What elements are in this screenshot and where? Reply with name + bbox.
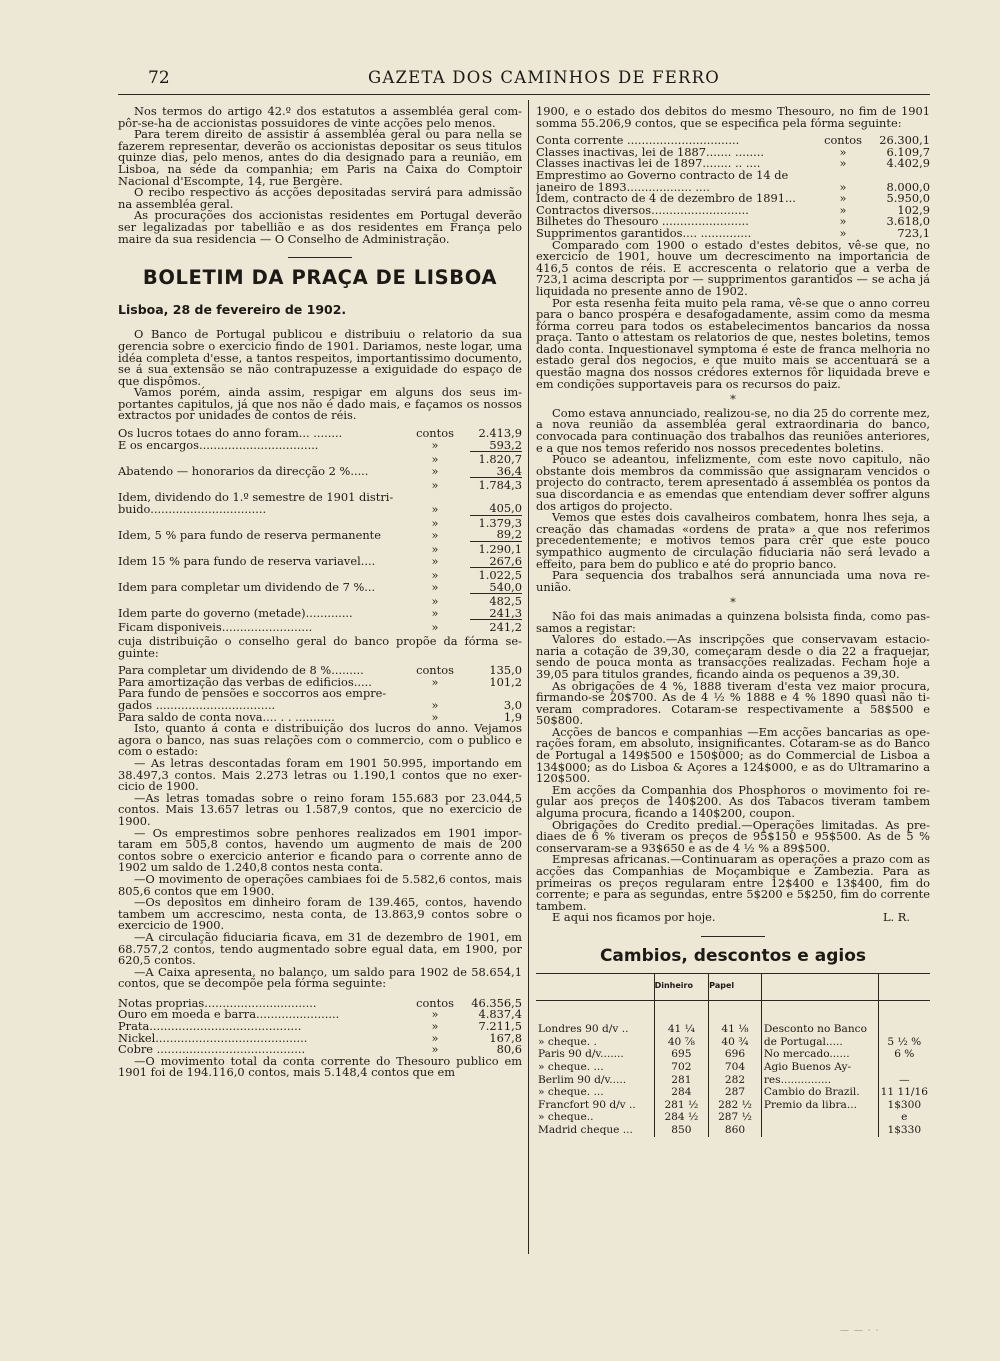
body-paragraph: 1900, e o estado dos debitos do mesmo Thesouro, no fim de 1901 somma 55.206,9 contos, que se especifica pela fórma seguinte: [536, 106, 930, 130]
cambios-cell: de Portugal..... [761, 1036, 878, 1049]
profit-table [118, 428, 522, 634]
cambios-row [536, 1111, 930, 1124]
page-header [0, 66, 1000, 96]
cambios-row [536, 1061, 930, 1074]
cambios-cell: 282 ½ [709, 1099, 762, 1112]
intro-paragraph: As procurações dos accionistas residentes em Portugal deverão ser legalizadas por tabellião e as dos residentes em França pelo maire da sua residencia — O Conselho de Administração. [118, 208, 522, 246]
cambios-row [536, 1023, 930, 1036]
cambios-row [536, 1074, 930, 1087]
row-value: 6.109,7 [886, 144, 930, 159]
row-unit: » [839, 179, 847, 194]
cambios-cell: 284 ½ [654, 1111, 709, 1124]
row-value: 241,2 [470, 620, 522, 634]
cambios-spacer-row [536, 1001, 930, 1024]
cambios-cell [878, 1023, 930, 1036]
row-unit: » [839, 191, 847, 206]
cambios-header-cell [536, 973, 654, 1001]
row-value: 1.820,7 [470, 452, 522, 466]
table-row [118, 556, 522, 568]
closing-text: E aqui nos ficamos por hoje. [552, 910, 716, 925]
row-value: 3.618,0 [886, 214, 930, 229]
cambios-cell: 281 [654, 1074, 709, 1087]
section-title: BOLETIM DA PRAÇA DE LISBOA [142, 266, 498, 290]
row-label: Idem parte do governo (metade)............. [118, 606, 353, 621]
body-paragraph: Empresas africanas.—Continuaram as operações a prazo com as acções das Companhias de Moçambique e Zambezia. Para as primeiras os preços regularam entre 12$400 e 13$400, fim do corrente; e para as segundas, entre 5$200 e 5$250, fim do corrente tambem. [536, 852, 930, 913]
body-paragraph: —A Caixa apresenta, no balanço, um saldo para 1902 de 58.654,1 contos, que se decompõe pela fórma seguinte: [118, 964, 522, 991]
row-value: 4.837,4 [478, 1007, 522, 1022]
cambios-cell: 5 ½ % [878, 1036, 930, 1049]
row-label: Ouro em moeda e barra....................... [118, 1007, 340, 1022]
row-unit: » [431, 438, 439, 453]
row-label: Nickel.......................................... [118, 1030, 308, 1045]
row-value: 1.022,5 [470, 568, 522, 582]
cambios-cell: » cheque. ... [538, 1086, 604, 1099]
row-unit: » [431, 709, 439, 724]
cambios-cell: 11 11/16 [878, 1086, 930, 1099]
body-paragraph: — Os emprestimos sobre penhores realizados em 1901 importaram em 505,8 contos, havendo um augmento de mais de 200 contos sobre o exercicio anterior e ficando para o corrente anno de 1902 um saldo de 1.240,8 contos nesta conta. [118, 825, 522, 875]
body-paragraph: Pouco se adeantou, infelizmente, com este novo capitulo, não obstante dois membros da commissão que assignaram vencidos o projecto do contracto, terem apresentado á assembléa os pontos da sua discordancia e as emendas que entendiam dever soffrer alguns dos artigos do projecto. [536, 452, 930, 513]
body-paragraph: Por esta resenha feita muito pela rama, vê-se que o anno correu para o banco prospéra e desafogadamente, assim como da mesma fórma correu para todos os estabelecimentos bancarios da nossa praça. Tanto o attestam os relatorios de que, nestes boletins, temos dado conta. Inquestionavel symptoma é este de franca melhoria no estado geral dos negocios, e que muito mais se accentuará se a questão magna dos nossos crédores externos fôr liquidada breve e em condições supportaveis para os recursos do paiz. [536, 295, 930, 391]
cambios-cell: 850 [654, 1124, 709, 1137]
cambios-cell: Premio da libra... [761, 1099, 878, 1112]
body-paragraph: —Os depositos em dinheiro foram de 139.465, contos, havendo tambem um accrescimo, nesta conta, de 13.863,9 contos sobre o exercicio de 1900. [118, 895, 522, 933]
table-row [118, 466, 522, 478]
row-label: Idem 15 % para fundo de reserva variavel.... [118, 554, 376, 568]
row-unit: » [431, 1019, 439, 1034]
row-value: 593,2 [489, 437, 522, 452]
row-value: 1.784,3 [470, 478, 522, 492]
row-label: E os encargos................................. [118, 438, 319, 453]
body-paragraph: Como estava annunciado, realizou-se, no dia 25 do corrente mez, a nova reunião da assembléa geral extraordinaria do banco, convocada para continuação dos trabalhos das reuniões anteriores, e a que nos temos referido nos nossos precedentes boletins. [536, 405, 930, 455]
cambios-cell: 40 ¾ [709, 1036, 762, 1049]
cambios-cell: 287 [709, 1086, 762, 1099]
row-label: Para amortização das verbas de edificios..... [118, 674, 372, 689]
row-unit: » [431, 1042, 439, 1057]
intro-paragraph: Para terem direito de assistir á assembléa geral ou para nella se fazerem representar, deverão os accionistas depositar os seus titulos quinze dias, pelo menos, antes do dia designado para a reunião, em Lisboa, na séde da companhia; em Paris na Caixa do Comptoir Nacional d'Escompte, 14, rue Bergère. [118, 127, 522, 188]
body-paragraph: —O movimento de operações cambiaes foi de 5.582,6 contos, mais 805,6 contos que em 1900. [118, 871, 522, 898]
cambios-cell: 696 [709, 1048, 762, 1061]
cambios-cell [878, 1061, 930, 1074]
row-unit: » [431, 1030, 439, 1045]
cambios-cell: 41 ⅛ [709, 1023, 762, 1036]
row-unit: contos [416, 426, 454, 441]
body-paragraph: Para sequencia dos trabalhos será annunciada uma nova reunião. [536, 568, 930, 594]
cambios-cell [761, 1124, 878, 1137]
cambios-row [536, 1048, 930, 1061]
cambios-cell: Berlim 90 d/v..... [538, 1073, 627, 1086]
row-value: 80,6 [496, 1042, 522, 1057]
body-paragraph: — As letras descontadas foram em 1901 50.995, importando em 38.497,3 contos. Mais 2.273 letras ou 1.190,1 contos que no exercicio de 1900. [118, 756, 522, 794]
row-label: Contractos diversos........................... [536, 202, 749, 217]
row-unit: » [431, 1007, 439, 1022]
cambios-spacer-cell [709, 1001, 762, 1024]
cambios-row [536, 1124, 930, 1137]
closing-line [536, 912, 930, 924]
page-corner-mark: — — · · [840, 1326, 880, 1336]
cambios-cell: Desconto no Banco [761, 1023, 878, 1036]
cambios-cell: 6 % [878, 1048, 930, 1061]
row-unit: » [431, 606, 439, 621]
row-value: 8.000,0 [886, 179, 930, 194]
row-value: 4.402,9 [886, 156, 930, 171]
row-label: Os lucros totaes do anno foram... ........ [118, 426, 343, 441]
row-label: Para saldo de conta nova.... . . ........... [118, 709, 335, 724]
row-label: Classes inactivas, lei de 1887....... ........ [536, 144, 764, 159]
row-value: 36,4 [496, 463, 522, 478]
row-label: Prata.......................................... [118, 1019, 302, 1034]
row-label: Classes inactivas lei de 1897........ .. .... [536, 156, 761, 171]
body-paragraph: As obrigações de 4 %, 1888 tiveram d'esta vez maior procura, firmando-se 20$700. As de 4 ½ % 1888 e 4 % 1890 quasi não tiveram compradores. Cotaram-se respectivamente a 58$500 e 50$800. [536, 678, 930, 728]
row-unit: » [431, 554, 439, 568]
row-unit: » [431, 594, 439, 609]
row-label: Ficam disponiveis......................... [118, 620, 313, 635]
body-paragraph: —O movimento total da conta corrente do Thesouro publico em 1901 foi de 194.116,0 contos, mais 5.148,4 contos que em [118, 1053, 522, 1080]
table-row [118, 688, 522, 711]
row-label: Idem, contracto de 4 de dezembro de 1891... [536, 191, 796, 206]
row-unit: » [431, 580, 439, 595]
cambios-spacer-cell [761, 1001, 878, 1024]
cambios-cell: No mercado...... [761, 1048, 878, 1061]
intro-paragraph: Nos termos do artigo 42.º dos estatutos a assembléa geral compôr-se-ha de accionistas possuidores de vinte acções pelo menos. [118, 106, 522, 130]
body-paragraph: —A circulação fiduciaria ficava, em 31 de dezembro de 1901, em 68.757,2 contos, tendo augmentado sobre egual data, em 1900, por 620,5 contos. [118, 929, 522, 968]
body-paragraph: Vemos que estes dois cavalheiros combatem, honra lhes seja, a creação das chamadas «ordens de prata» a que nos referimos precedentemente; e motivos temos para crêr que este pouco sympathico augmento de circulação fiduciaria não será levado a effeito, para bem do publico e até do proprio banco. [536, 510, 930, 571]
row-value: 3,0 [503, 698, 522, 713]
row-unit: contos [416, 995, 454, 1010]
cambios-cell: 1$330 [878, 1124, 930, 1137]
row-label: Idem para completar um dividendo de 7 %... [118, 580, 376, 595]
asterisk-separator: * [730, 392, 736, 407]
row-label: Para fundo de pensões e soccorros aos empregados ................................. [118, 686, 387, 713]
row-unit: » [839, 144, 847, 159]
row-value: 540,0 [489, 579, 522, 594]
cambios-header-cell [761, 973, 878, 1001]
row-label: Para completar um dividendo de 8 %......... [118, 663, 364, 678]
table-row [118, 529, 522, 541]
row-unit: » [431, 478, 439, 493]
row-label: Notas proprias............................... [118, 995, 317, 1010]
cambios-cell: Francfort 90 d/v .. [538, 1098, 636, 1111]
row-value: 26.300,1 [879, 133, 930, 148]
body-paragraph: Isto, quanto á conta e distribuição dos lucros do anno. Vejamos agora o banco, nas suas relações com o commercio, com o publico e com o estado: [118, 721, 522, 759]
body-paragraph: Em acções da Companhia dos Phosphoros o movimento foi regular aos preços de 140$200. As dos Tabacos tiveram tambem alguma procura, ficando a 140$200, coupon. [536, 782, 930, 821]
row-label: Conta corrente ............................... [536, 133, 740, 148]
row-unit: » [431, 674, 439, 689]
row-label: Idem, 5 % para fundo de reserva permanente [118, 527, 382, 542]
body-paragraph: cuja distribuição o conselho geral do banco propõe da fórma seguinte: [118, 634, 522, 660]
row-unit: » [839, 202, 847, 217]
column-divider [528, 100, 529, 1254]
intro-paragraph: O recibo respectivo ás acções depositadas servirá para admissão na assembléa geral. [118, 185, 522, 211]
table-row [118, 620, 522, 634]
cambios-cell: » cheque. ... [538, 1060, 604, 1073]
dateline: Lisboa, 28 de fevereiro de 1902. [118, 301, 347, 317]
cambios-cell: 704 [709, 1061, 762, 1074]
cambios-row [536, 1086, 930, 1099]
table-row [118, 492, 522, 515]
body-paragraph: Vamos porém, ainda assim, respigar em alguns dos seus importantes capitulos, já que nos não é dado mais, e façamos os nossos extractos por unidades de contos de réis. [118, 385, 522, 423]
row-value: 2.413,9 [478, 426, 522, 441]
row-unit: contos [416, 663, 454, 678]
row-unit: » [431, 501, 439, 516]
cambios-cell: 284 [654, 1086, 709, 1099]
cambios-table [536, 973, 930, 1137]
row-value: 135,0 [489, 663, 522, 678]
cambios-row [536, 1036, 930, 1049]
cambios-cell: Agio Buenos Ay- [761, 1061, 878, 1074]
row-value: 102,9 [897, 202, 930, 217]
row-unit: » [839, 214, 847, 229]
row-label: Cobre ......................................... [118, 1042, 306, 1057]
row-unit: » [431, 620, 439, 635]
row-unit: » [431, 464, 439, 479]
asterisk-separator: * [730, 595, 736, 610]
cambios-cell: 860 [709, 1124, 762, 1137]
table-row [118, 440, 522, 452]
row-label: Emprestimo ao Governo contracto de 14 de janeiro de 1893.................. .... [536, 167, 789, 194]
table-row [118, 608, 522, 620]
cambios-row [536, 1099, 930, 1112]
cambios-cell: » cheque. . [538, 1035, 597, 1048]
row-unit: » [431, 698, 439, 713]
row-unit: » [839, 225, 847, 240]
publication-title: GAZETA DOS CAMINHOS DE FERRO [368, 68, 721, 87]
row-value: 167,8 [489, 1030, 522, 1045]
row-value: 482,5 [470, 594, 522, 608]
cambios-cell: 282 [709, 1074, 762, 1087]
row-unit: » [839, 156, 847, 171]
cambios-cell: 702 [654, 1061, 709, 1074]
row-unit: » [431, 527, 439, 542]
body-paragraph: Comparado com 1900 o estado d'estes debitos, vê-se que, no exercicio de 1901, houve um decrescimento na importancia de 416,5 contos de réis. E accrescenta o relatorio que a verba de 723,1 acima descripta por — supprimentos garantidos — se acha já liquidada no presente anno de 1902. [536, 237, 930, 298]
cambios-cell [761, 1111, 878, 1124]
cambios-cell: — [878, 1074, 930, 1087]
section-rule [288, 257, 352, 258]
cambios-cell: Paris 90 d/v....... [538, 1048, 624, 1061]
row-value: 5.950,0 [886, 191, 930, 206]
body-paragraph: —As letras tomadas sobre o reino foram 155.683 por 23.044,5 contos. Mais 13.657 letras ou 1.587,9 contos, que no exercicio de 1900. [118, 790, 522, 828]
cambios-header-cell: Dinheiro [654, 973, 709, 1001]
row-unit: » [431, 541, 439, 556]
row-value: 723,1 [897, 225, 930, 240]
row-value: 241,3 [489, 605, 522, 620]
cambios-header-cell: Papel [709, 973, 762, 1001]
distribution-table [118, 665, 522, 723]
body-paragraph: O Banco de Portugal publicou e distribuiu o relatorio da sua gerencia sobre o exercicio findo de 1901. Dariamos, neste logar, uma idéa completa d'esse, a tantos respeitos, importantissimo documento, se á sua extensão se não contrapuzesse a exiguidade do espaço de que dispômos. [118, 327, 522, 388]
row-value: 101,2 [489, 674, 522, 689]
row-label: Supprimentos garantidos.... .............. [536, 225, 752, 240]
table-row [118, 582, 522, 594]
table-row [536, 170, 930, 193]
cambios-cell: 281 ½ [654, 1099, 709, 1112]
row-value: 1,9 [503, 709, 522, 724]
cambios-cell: Londres 90 d/v .. [538, 1023, 629, 1036]
cambios-cell: 40 ⅞ [654, 1036, 709, 1049]
row-value: 7.211,5 [478, 1019, 522, 1034]
cambios-header-cell [878, 973, 930, 1001]
row-value: 405,0 [489, 501, 522, 516]
row-unit: » [431, 515, 439, 530]
row-value: 1.290,1 [470, 541, 522, 555]
body-paragraph: Acções de bancos e companhias —Em acções bancarias as operações foram, em absoluto, insignificantes. Cotaram-se as do Banco de Portugal a 149$500 e 150$000; as do Commercial de Lisboa a 134$000; as do Lisboa & Açores a 124$000, e as do Ultramarino a 120$500. [536, 724, 930, 786]
cambios-cell: 41 ¼ [654, 1023, 709, 1036]
cambios-cell: 1$300 [878, 1099, 930, 1112]
cambios-cell: » cheque.. [538, 1111, 594, 1124]
cambios-header-row [536, 973, 930, 1001]
body-paragraph: Valores do estado.—As inscripções que conservavam estacionaria a cotação de 39,30, começaram desde o dia 22 a fraquejar, sendo de pouca monta as transacções realizadas. Fecham hoje a 39,05 para titulos grandes, ficando ainda os pequenos a 39,30. [536, 632, 930, 681]
row-value: 46.356,5 [471, 995, 522, 1010]
body-paragraph: Obrigações do Credito predial.—Operações limitadas. As prediaes de 6 % tiveram os preços de 95$150 e 95$500. As de 5 % conservaram-se a 93$650 e as de 4 ½ % a 89$500. [536, 817, 930, 855]
signature: L. R. [882, 910, 910, 925]
row-label: Bilhetes do Thesouro ........................ [536, 214, 749, 229]
cambios-title: Cambios, descontos e agios [599, 945, 867, 966]
row-unit: contos [824, 133, 862, 148]
right-column [536, 106, 930, 1254]
cambios-cell: Cambio do Brazil. [761, 1086, 878, 1099]
row-value: 89,2 [496, 527, 522, 542]
cambios-cell: e [878, 1111, 930, 1124]
page-number: 72 [148, 68, 170, 88]
cambios-spacer-cell [654, 1001, 709, 1024]
header-rule [118, 94, 930, 95]
cambios-spacer-cell [878, 1001, 930, 1024]
row-label: Idem, dividendo do 1.º semestre de 1901 distribuido................................ [118, 490, 394, 516]
left-column [118, 106, 522, 1254]
cambios-spacer-cell [536, 1001, 654, 1024]
body-paragraph: Não foi das mais animadas a quinzena bolsista finda, como passamos a registar: [536, 608, 930, 635]
cash-table [118, 995, 522, 1057]
cambios-cell: 287 ½ [709, 1111, 762, 1124]
row-value: 267,6 [489, 553, 522, 568]
section-rule [701, 936, 765, 937]
debt-table [536, 135, 930, 239]
row-value: 1.379,3 [470, 515, 522, 529]
row-unit: » [431, 568, 439, 583]
cambios-cell: res............... [761, 1074, 878, 1087]
cambios-cell: 695 [654, 1048, 709, 1061]
cambios-cell: Madrid cheque ... [538, 1123, 633, 1136]
row-unit: » [431, 452, 439, 467]
row-label: Abatendo — honorarios da direcção 2 %..... [118, 464, 369, 479]
